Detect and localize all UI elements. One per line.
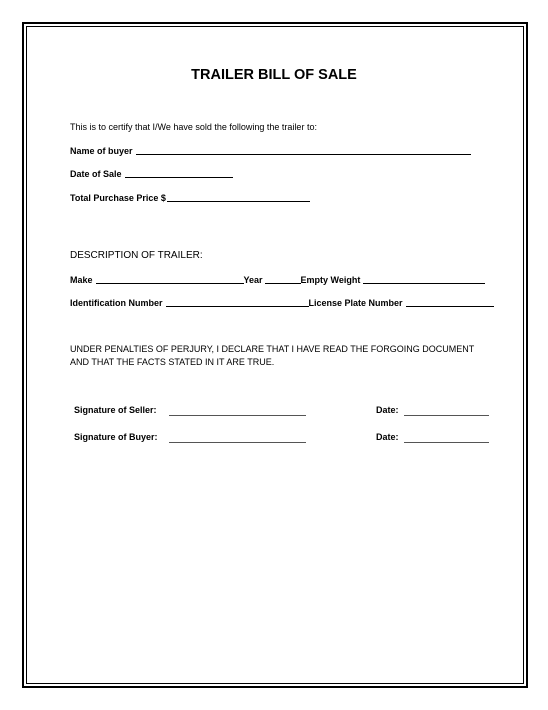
buyer-signature-label: Signature of Buyer: — [74, 432, 158, 442]
seller-signature-line[interactable] — [169, 415, 306, 416]
make-year-weight-row — [70, 273, 485, 285]
seller-date-label: Date: — [376, 405, 399, 415]
license-plate-line[interactable] — [406, 296, 494, 307]
declaration-text: UNDER PENALTIES OF PERJURY, I DECLARE THAT I HAVE READ THE FORGOING DOCUMENT AND THAT THE FACTS STATED IN IT ARE TRUE. — [70, 344, 475, 367]
total-price-row — [70, 191, 310, 203]
buyer-signature-line[interactable] — [169, 442, 306, 443]
make-line[interactable] — [96, 273, 244, 284]
intro-text: This is to certify that I/We have sold the following the trailer to: — [70, 122, 317, 132]
identification-number-label: Identification Number — [70, 298, 163, 308]
empty-weight-line[interactable] — [363, 273, 485, 284]
make-label: Make — [70, 275, 93, 285]
date-of-sale-line[interactable] — [125, 167, 233, 178]
buyer-date-line[interactable] — [404, 442, 489, 443]
year-label: Year — [243, 275, 263, 285]
name-of-buyer-row — [70, 144, 471, 156]
date-of-sale-row — [70, 167, 233, 179]
date-of-sale-label: Date of Sale — [70, 169, 122, 179]
name-of-buyer-label: Name of buyer — [70, 146, 133, 156]
name-of-buyer-line[interactable] — [136, 144, 471, 155]
year-line[interactable] — [265, 273, 301, 284]
total-price-label: Total Purchase Price $ — [70, 193, 166, 203]
buyer-date-label: Date: — [376, 432, 399, 442]
document-title: TRAILER BILL OF SALE — [191, 67, 357, 83]
seller-signature-label: Signature of Seller: — [74, 405, 157, 415]
description-heading: DESCRIPTION OF TRAILER: — [70, 250, 203, 261]
empty-weight-label: Empty Weight — [300, 275, 361, 285]
license-plate-label: License Plate Number — [308, 298, 403, 308]
identification-number-line[interactable] — [166, 296, 309, 307]
total-price-line[interactable] — [167, 191, 310, 202]
seller-date-line[interactable] — [404, 415, 489, 416]
id-license-row — [70, 296, 494, 308]
